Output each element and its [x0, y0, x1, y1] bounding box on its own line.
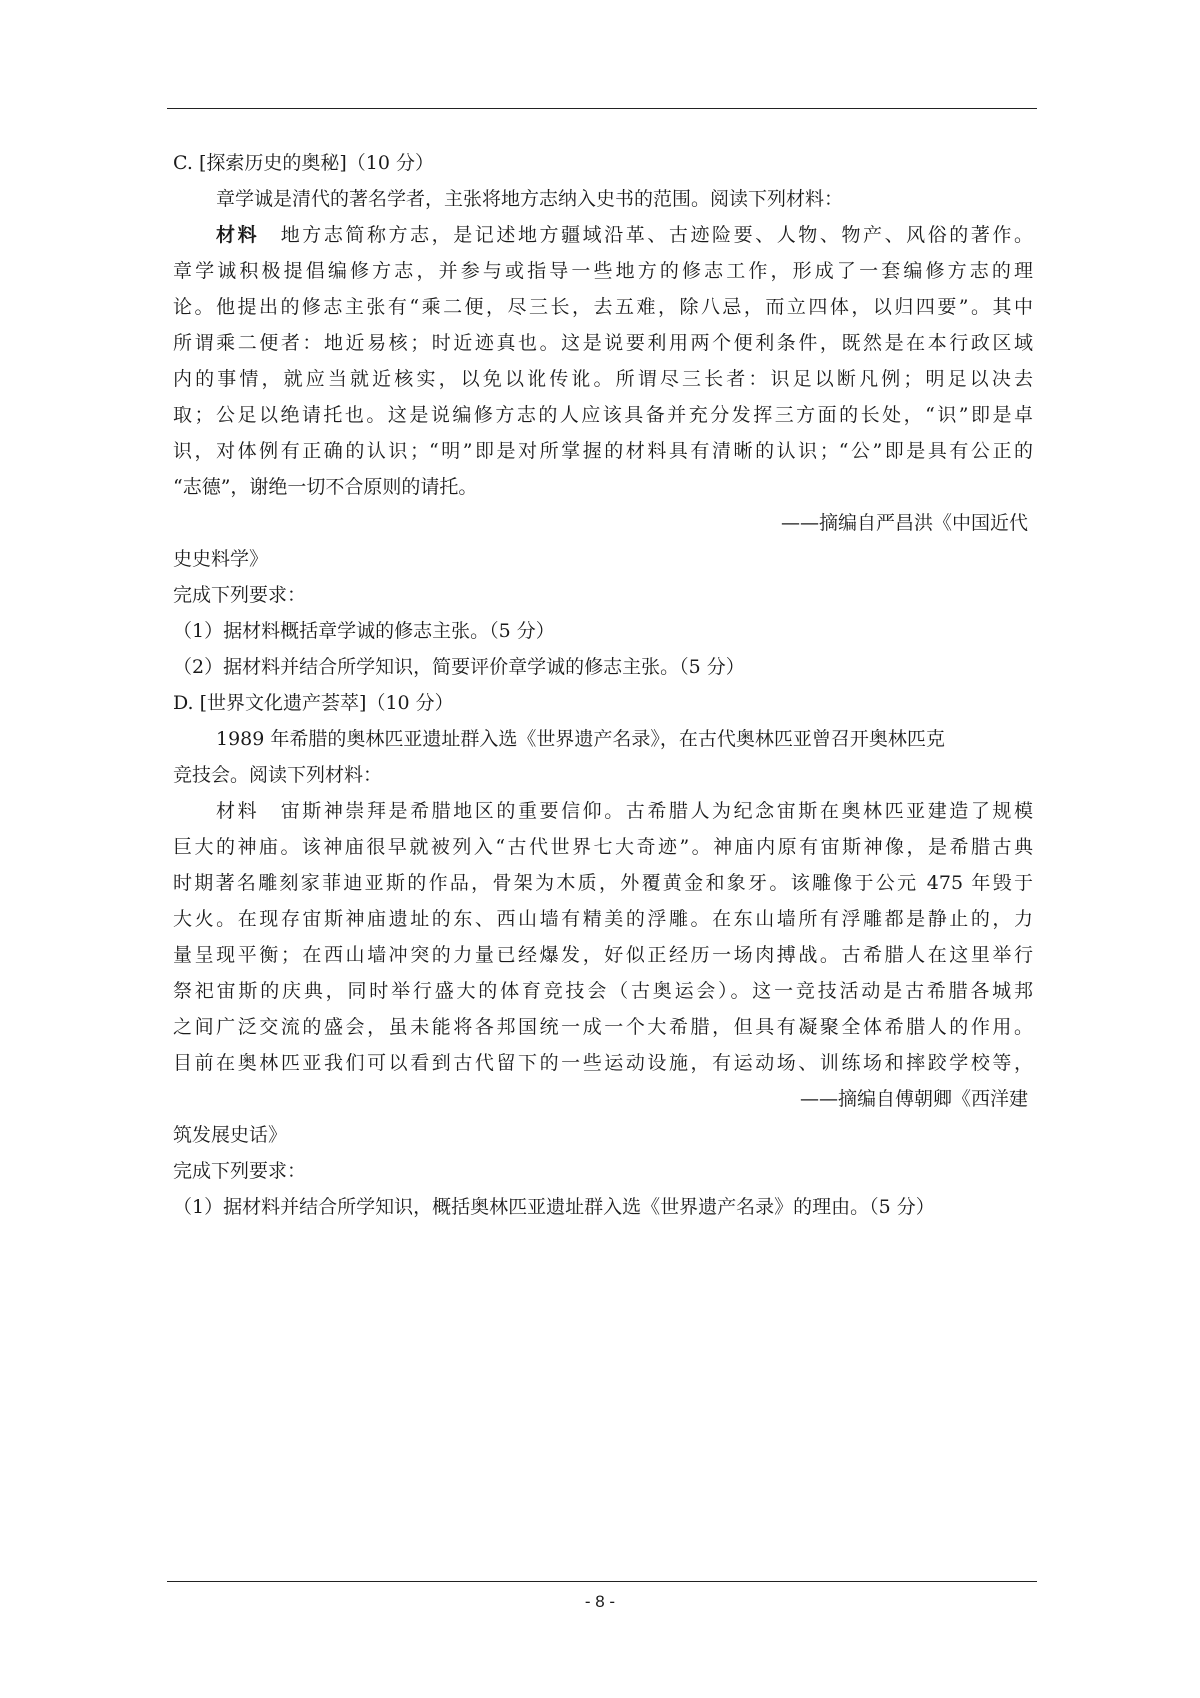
section-d-material-line: 量呈现平衡；在西山墙冲突的力量已经爆发，好似正经历一场肉搏战。古希腊人在这里举行	[173, 944, 1033, 966]
section-d-heading: D. [世界文化遗产荟萃]（10 分）	[173, 692, 454, 714]
section-d-source-cont: 筑发展史话》	[173, 1124, 288, 1146]
section-c-material-label: 材料	[216, 224, 260, 246]
section-c-material-line: 内的事情，就应当就近核实，以免以讹传讹。所谓尽三长者：识足以断凡例；明足以决去	[173, 368, 1033, 390]
section-c-material-line: 取；公足以绝请托也。这是说编修方志的人应该具备并充分发挥三方面的长处，“识”即是卓	[173, 404, 1033, 426]
section-c-heading: C. [探索历史的奥秘]（10 分）	[173, 152, 434, 174]
section-d-intro: 1989 年希腊的奥林匹亚遗址群入选《世界遗产名录》，在古代奥林匹亚曾召开奥林匹克	[216, 728, 945, 750]
section-d-source: ——摘编自傅朝卿《西洋建	[799, 1088, 1028, 1110]
footer-rule	[167, 1581, 1037, 1582]
section-c-material-line: 论。他提出的修志主张有“乘二便，尽三长，去五难，除八忌，而立四体，以归四要”。其中	[173, 296, 1033, 318]
header-rule	[167, 108, 1037, 109]
section-c-material-text: 地方志简称方志，是记述地方疆域沿革、古迹险要、人物、物产、风俗的著作。	[278, 224, 1033, 246]
page-content	[173, 145, 1033, 1225]
section-d-material-line: 大火。在现存宙斯神庙遗址的东、西山墙有精美的浮雕。在东山墙所有浮雕都是静止的，力	[173, 908, 1033, 930]
section-c-material-line	[173, 217, 1033, 253]
section-c-requirements-label: 完成下列要求：	[173, 584, 307, 606]
section-d-material-line: 祭祀宙斯的庆典，同时举行盛大的体育竞技会（古奥运会）。这一竞技活动是古希腊各城邦	[173, 980, 1033, 1002]
section-c-intro: 章学诚是清代的著名学者，主张将地方志纳入史书的范围。阅读下列材料：	[216, 188, 844, 210]
section-c-question-1: （1）据材料概括章学诚的修志主张。（5 分）	[173, 620, 555, 642]
section-d-material-text: 宙斯神崇拜是希腊地区的重要信仰。古希腊人为纪念宙斯在奥林匹亚建造了规模	[278, 800, 1033, 822]
section-d-question-1: （1）据材料并结合所学知识，概括奥林匹亚遗址群入选《世界遗产名录》的理由。（5 分）	[173, 1196, 935, 1218]
section-d-material-line: 之间广泛交流的盛会，虽未能将各邦国统一成一个大希腊，但具有凝聚全体希腊人的作用。	[173, 1016, 1033, 1038]
page-number: - 8 -	[584, 1592, 616, 1611]
section-d-intro-cont: 竞技会。阅读下列材料：	[173, 764, 383, 786]
section-d-material-line: 巨大的神庙。该神庙很早就被列入“古代世界七大奇迹”。神庙内原有宙斯神像，是希腊古典	[173, 836, 1033, 858]
section-d-material-line	[173, 793, 1033, 829]
section-c-source: ——摘编自严昌洪《中国近代	[780, 512, 1028, 534]
section-d-material-line: 目前在奥林匹亚我们可以看到古代留下的一些运动设施，有运动场、训练场和摔跤学校等，	[173, 1052, 1033, 1074]
section-d-material-label: 材料	[216, 800, 260, 822]
section-d-material-line: 时期著名雕刻家菲迪亚斯的作品，骨架为木质，外覆黄金和象牙。该雕像于公元 475 年毁于	[173, 872, 1033, 894]
section-c-source-cont: 史史料学》	[173, 548, 269, 570]
section-d-requirements-label: 完成下列要求：	[173, 1160, 307, 1182]
section-c-question-2: （2）据材料并结合所学知识，简要评价章学诚的修志主张。（5 分）	[173, 656, 745, 678]
section-c-material-line: 章学诚积极提倡编修方志，并参与或指导一些地方的修志工作，形成了一套编修方志的理	[173, 260, 1033, 282]
section-c-material-line: 识，对体例有正确的认识；“明”即是对所掌握的材料具有清晰的认识；“公”即是具有公正的	[173, 440, 1033, 462]
section-c-material-line: “志德”，谢绝一切不合原则的请托。	[173, 476, 478, 498]
section-c-material-line: 所谓乘二便者：地近易核；时近迹真也。这是说要利用两个便利条件，既然是在本行政区域	[173, 332, 1033, 354]
